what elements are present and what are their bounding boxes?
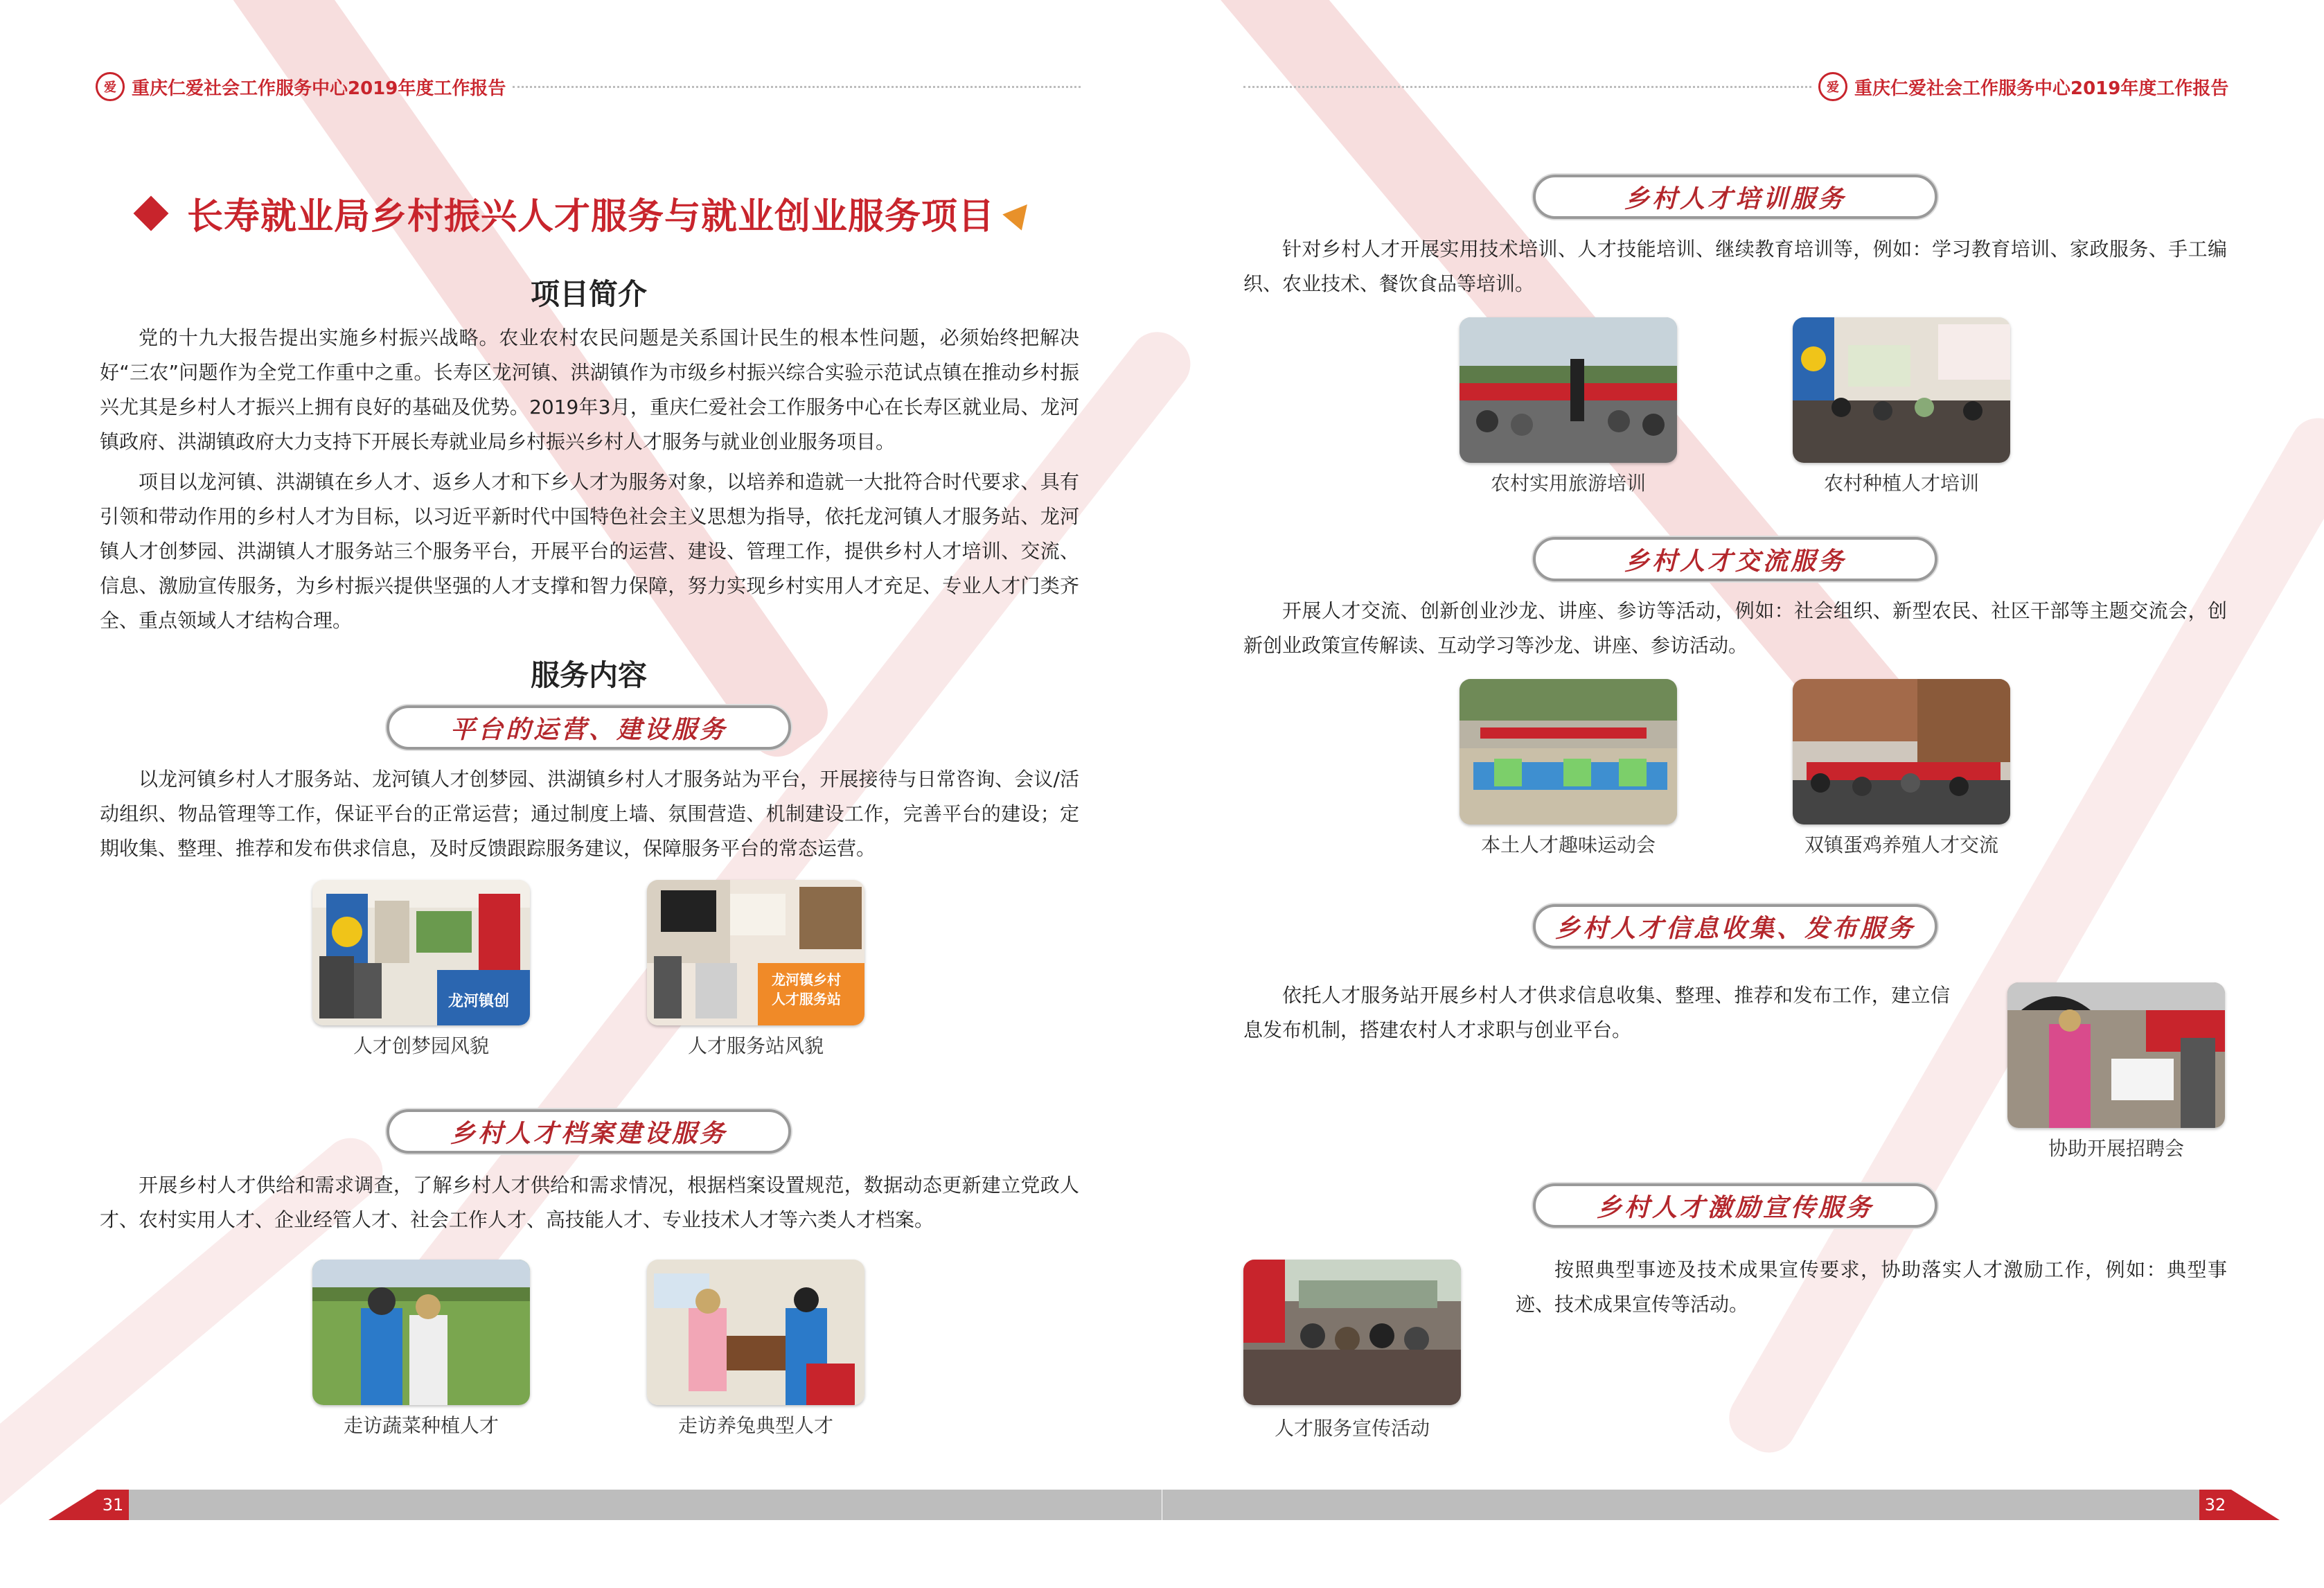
photo-illustration xyxy=(2007,982,2225,1128)
photo-illustration xyxy=(647,1260,864,1405)
header-title: 重庆仁爱社会工作服务中心2019年度工作报告 xyxy=(132,78,506,99)
photo-illustration xyxy=(1243,1260,1461,1405)
page-number: 32 xyxy=(2199,1490,2231,1520)
section-text xyxy=(1243,594,2227,663)
photo-caption: 双镇蛋鸡养殖人才交流 xyxy=(1804,833,1998,856)
section-paragraph: 针对乡村人才开展实用技术培训、人才技能培训、继续教育培训等，例如：学习教育培训、家政服务、手工编织、农业技术、餐饮食品等培训。 xyxy=(1243,238,2227,295)
section-title: 乡村人才信息收集、发布服务 xyxy=(1554,913,1915,943)
photo-illustration xyxy=(312,1260,530,1405)
header-title: 重庆仁爱社会工作服务中心2019年度工作报告 xyxy=(1854,78,2229,99)
photo-illustration xyxy=(1460,317,1677,463)
flag-icon xyxy=(1002,196,1036,230)
header-divider xyxy=(1243,86,1811,88)
photo-planting-training xyxy=(1793,317,2010,463)
logo-text: 爱 xyxy=(104,80,116,95)
center-logo xyxy=(1818,72,1847,101)
photo-sign-text: 龙河镇创 xyxy=(448,993,510,1010)
photo-sports-meet xyxy=(1460,679,1677,824)
center-logo xyxy=(96,72,125,101)
intro-heading: 项目简介 xyxy=(530,277,647,311)
photo-caption: 人才服务宣传活动 xyxy=(1274,1417,1430,1440)
footer-ornament xyxy=(48,1490,97,1520)
section-paragraph: 以龙河镇乡村人才服务站、龙河镇人才创梦园、洪湖镇乡村人才服务站为平台，开展接待与日常咨询、会议/活动组织、物品管理等工作，保证平台的正常运营；通过制度上墙、氛围营造、机制建设工作，完善平台的建设；定期收集、整理、推荐和发布供求信息，及时反馈跟踪服务建议，保障服务平台的常态运营。 xyxy=(100,768,1079,860)
section-text xyxy=(1516,1253,2227,1322)
section-text xyxy=(100,762,1079,866)
photo-sign-text: 龙河镇乡村 人才服务站 xyxy=(772,971,841,1007)
photo-caption: 农村种植人才培训 xyxy=(1823,472,1979,495)
intro-paragraph-2: 项目以龙河镇、洪湖镇在乡人才、返乡人才和下乡人才为服务对象，以培养和造就一大批符合时代要求、具有引领和带动作用的乡村人才为目标，以习近平新时代中国特色社会主义思想为指导，依托龙河镇人才服务站、龙河镇人才创梦园、洪湖镇人才服务站三个服务平台，开展平台的运营、建设、管理工作，提供乡村人才培训、交流、信息、激励宣传服务，为乡村振兴提供坚强的人才支撑和智力保障，努力实现乡村实用人才充足、专业人才门类齐全、重点领域人才结构合理。 xyxy=(100,470,1079,632)
photo-illustration xyxy=(1793,679,2010,824)
footer-bar xyxy=(129,1490,1162,1520)
service-heading: 服务内容 xyxy=(530,658,647,692)
photo-publicity-activity xyxy=(1243,1260,1461,1405)
photo-job-fair xyxy=(2007,982,2225,1128)
photo-caption: 协助开展招聘会 xyxy=(2048,1137,2184,1160)
photo-tourism-training xyxy=(1460,317,1677,463)
section-title-pill xyxy=(387,705,791,750)
section-title-pill xyxy=(387,1109,791,1154)
page-number: 31 xyxy=(97,1490,129,1520)
photo-caption: 走访蔬菜种植人才 xyxy=(343,1414,499,1437)
section-title-pill xyxy=(1533,175,1937,219)
photo-poultry-exchange xyxy=(1793,679,2010,824)
section-text xyxy=(100,1168,1079,1237)
photo-illustration xyxy=(1460,679,1677,824)
section-text xyxy=(1243,232,2227,301)
footer-ornament xyxy=(2231,1490,2280,1520)
photo-caption: 走访养兔典型人才 xyxy=(677,1414,833,1437)
section-title: 乡村人才激励宣传服务 xyxy=(1596,1192,1874,1222)
section-title: 乡村人才培训服务 xyxy=(1624,184,1846,213)
section-paragraph: 依托人才服务站开展乡村人才供求信息收集、整理、推荐和发布工作，建立信息发布机制，搭建农村人才求职与创业平台。 xyxy=(1243,984,1950,1041)
photo-caption: 本土人才趣味运动会 xyxy=(1480,833,1656,856)
right-page xyxy=(1162,0,2324,1588)
main-title-text: 长寿就业局乡村振兴人才服务与就业创业服务项目 xyxy=(187,196,995,238)
photo-illustration xyxy=(1793,317,2010,463)
section-title-pill xyxy=(1533,537,1937,581)
photo-vegetable-visit xyxy=(312,1260,530,1405)
section-title: 乡村人才交流服务 xyxy=(1624,546,1846,576)
section-title-pill xyxy=(1533,1183,1937,1228)
section-title-pill xyxy=(1533,904,1937,949)
section-paragraph: 按照典型事迹及技术成果宣传要求，协助落实人才激励工作，例如：典型事迹、技术成果宣传等活动。 xyxy=(1516,1258,2227,1316)
photo-rabbit-visit xyxy=(647,1260,864,1405)
photo-talent-dream-park xyxy=(312,880,530,1025)
logo-text: 爱 xyxy=(1827,80,1839,95)
intro-text xyxy=(100,321,1079,638)
section-text xyxy=(1243,978,1950,1048)
footer-bar xyxy=(1162,1490,2199,1520)
section-paragraph: 开展人才交流、创新创业沙龙、讲座、参访等活动，例如：社会组织、新型农民、社区干部等主题交流会，创新创业政策宣传解读、互动学习等沙龙、讲座、参访活动。 xyxy=(1243,599,2227,657)
section-title: 乡村人才档案建设服务 xyxy=(450,1118,727,1148)
main-title xyxy=(139,187,1032,239)
diamond-bullet-icon xyxy=(134,195,169,231)
photo-caption: 人才服务站风貌 xyxy=(687,1034,824,1057)
section-paragraph: 开展乡村人才供给和需求调查，了解乡村人才供给和需求情况，根据档案设置规范，数据动态更新建立党政人才、农村实用人才、企业经管人才、社会工作人才、高技能人才、专业技术人才等六类人才档案。 xyxy=(100,1174,1079,1231)
section-title: 平台的运营、建设服务 xyxy=(450,714,727,744)
header-divider xyxy=(513,86,1081,88)
photo-caption: 农村实用旅游培训 xyxy=(1490,472,1646,495)
photo-talent-service-station xyxy=(647,880,864,1025)
page-header xyxy=(1243,69,2235,104)
page-header xyxy=(96,69,1081,104)
intro-paragraph-1: 党的十九大报告提出实施乡村振兴战略。农业农村农民问题是关系国计民生的根本性问题，必须始终把解决好“三农”问题作为全党工作重中之重。长寿区龙河镇、洪湖镇作为市级乡村振兴综合实验示范试点镇在推动乡村振兴尤其是乡村人才振兴上拥有良好的基础及优势。2019年3月，重庆仁爱社会工作服务中心在长寿区就业局、龙河镇政府、洪湖镇政府大力支持下开展长寿就业局乡村振兴乡村人才服务与就业创业服务项目。 xyxy=(100,326,1079,453)
photo-caption: 人才创梦园风貌 xyxy=(353,1034,489,1057)
